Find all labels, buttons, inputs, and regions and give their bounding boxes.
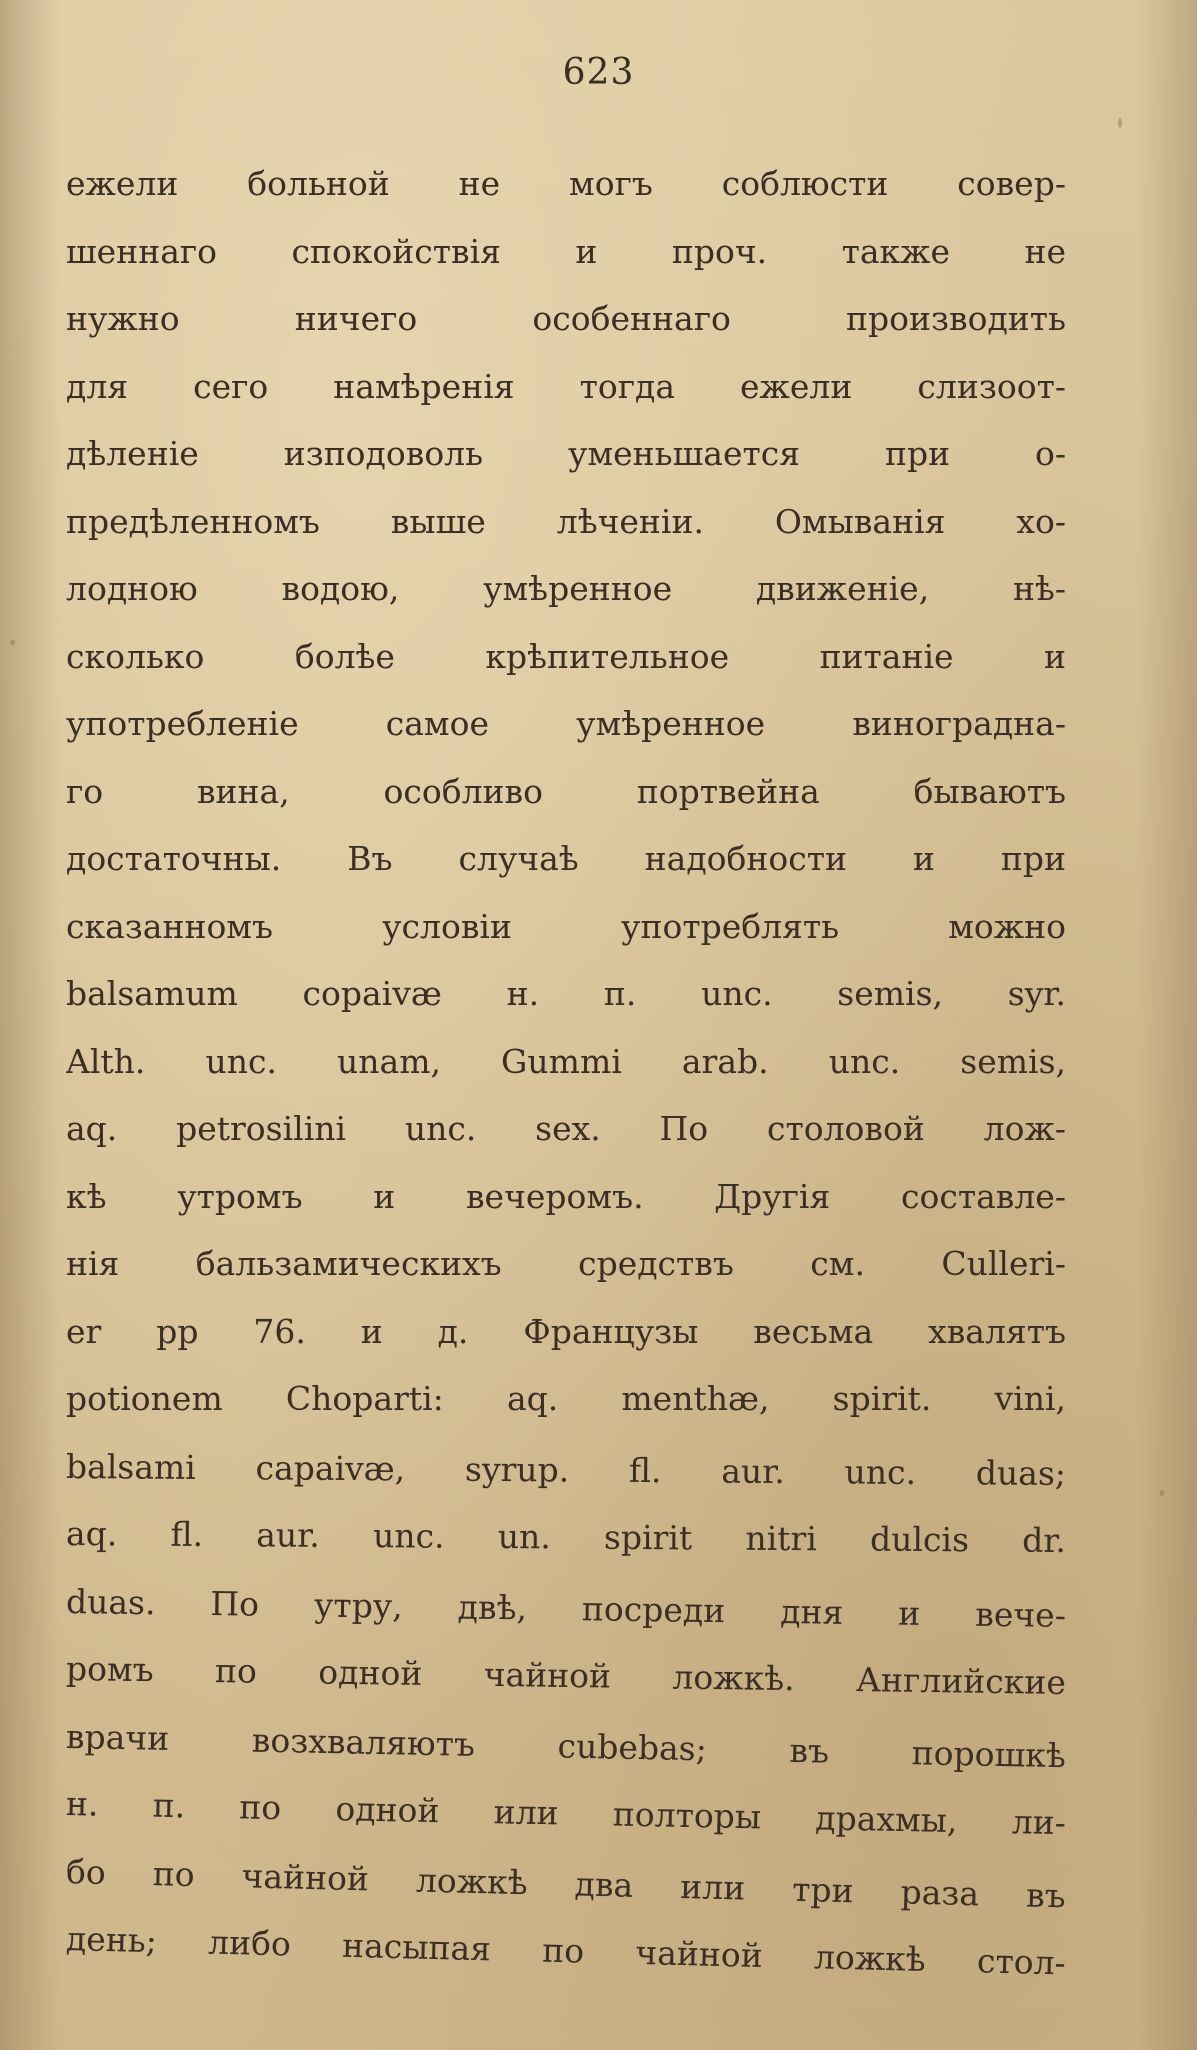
text-line: ежели больной не могъ соблюсти совер- bbox=[66, 164, 1066, 203]
text-line: дѣленіе изподоволь уменьшается при о- bbox=[66, 434, 1066, 473]
text-line: balsami capaivæ, syrup. fl. aur. unc. duas; bbox=[65, 1446, 1067, 1493]
text-line: для сего намѣренія тогда ежели слизоот- bbox=[66, 366, 1066, 406]
text-line: достаточны. Въ случаѣ надобности и при bbox=[66, 839, 1066, 878]
text-line: врачи возхваляютъ cubebas; въ порошкѣ bbox=[65, 1716, 1067, 1775]
text-line: лодною водою, умѣренное движеніе, нѣ- bbox=[66, 569, 1066, 608]
text-line: aq. petrosilini unc. sex. По столовой лож- bbox=[66, 1109, 1066, 1148]
text-line: duas. По утру, двѣ, посреди дня и вече- bbox=[65, 1581, 1067, 1635]
page-text bbox=[65, 150, 1067, 1983]
text-line: aq. fl. aur. unc. un. spirit nitri dulcis dr. bbox=[65, 1514, 1067, 1560]
text-line: день; либо насыпая по чайной ложкѣ стол- bbox=[65, 1919, 1067, 1983]
text-line: нія бальзамическихъ средствъ см. Culleri- bbox=[66, 1244, 1066, 1283]
text-line: нужно ничего особеннаго производить bbox=[66, 299, 1066, 338]
text-line: употребленіе самое умѣренное виноградна- bbox=[66, 704, 1066, 743]
text-line: potionem Choparti: aq. menthæ, spirit. vini, bbox=[66, 1379, 1066, 1418]
text-line: го вина, особливо портвейна бываютъ bbox=[66, 771, 1066, 811]
text-line: сколько болѣе крѣпительное питаніе и bbox=[66, 636, 1066, 676]
text-line: er pp 76. и д. Французы весьма хвалятъ bbox=[66, 1311, 1066, 1351]
text-line: ромъ по одной чайной ложкѣ. Английские bbox=[65, 1649, 1067, 1702]
text-line: бо по чайной ложкѣ два или три раза въ bbox=[65, 1851, 1067, 1915]
text-line: кѣ утромъ и вечеромъ. Другія составле- bbox=[66, 1176, 1066, 1216]
page-number: 623 bbox=[562, 52, 635, 93]
text-line: сказанномъ условіи употреблять можно bbox=[66, 906, 1066, 946]
right-page-shadow bbox=[1137, 0, 1197, 2050]
paper-speck bbox=[1118, 118, 1122, 128]
text-line: шеннаго спокойствія и проч. также не bbox=[66, 231, 1066, 271]
text-line: balsamum copaivæ н. п. unc. semis, syr. bbox=[66, 974, 1066, 1013]
text-line: предѣленномъ выше лѣченіи. Омыванія хо- bbox=[66, 501, 1066, 541]
left-page-shadow bbox=[0, 0, 60, 2050]
text-line: Alth. unc. unam, Gummi arab. unc. semis, bbox=[66, 1041, 1066, 1081]
text-line: н. п. по одной или полторы драхмы, ли- bbox=[65, 1784, 1067, 1843]
paper-speck bbox=[1160, 1490, 1164, 1496]
paper-speck bbox=[10, 640, 15, 645]
